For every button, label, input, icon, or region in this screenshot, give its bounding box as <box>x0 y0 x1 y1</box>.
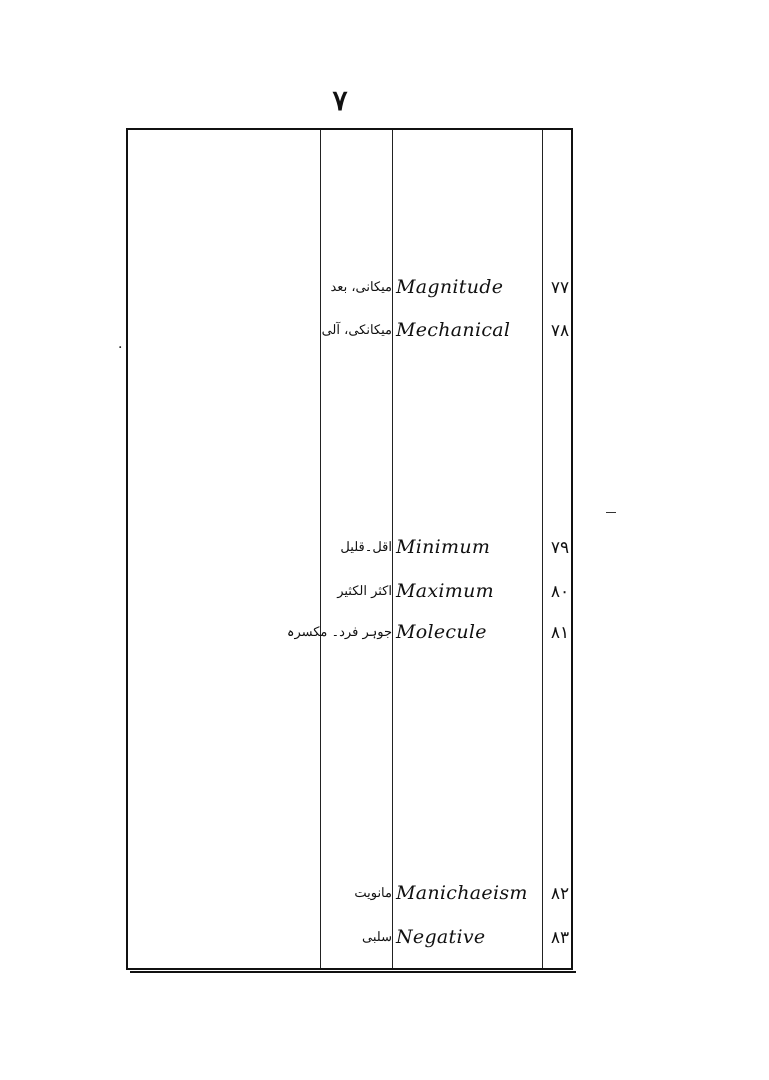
urdu-term: سلبی <box>362 930 392 945</box>
urdu-term: میکانی، بعد <box>330 280 392 295</box>
entry-number: ۸۱ <box>550 623 570 643</box>
entry-number: ۷۷ <box>550 278 570 298</box>
page-number: ۷ <box>332 84 348 117</box>
english-term: Minimum <box>396 536 491 558</box>
entry-number: ۷۹ <box>550 538 570 558</box>
column-rule <box>320 130 321 968</box>
entry-number: ۸۰ <box>550 582 570 602</box>
english-term: Magnitude <box>396 276 504 298</box>
english-term: Manichaeism <box>396 882 528 904</box>
entry-number: ۸۲ <box>550 884 570 904</box>
urdu-term: اکثر الکثیر <box>337 584 392 599</box>
urdu-term: مانویت <box>354 886 392 901</box>
english-term: Mechanical <box>396 319 511 341</box>
margin-dot: · <box>118 340 123 356</box>
entry-number: ۷۸ <box>550 321 570 341</box>
column-rule <box>542 130 543 968</box>
english-term: Molecule <box>396 621 487 643</box>
glossary-table <box>126 128 573 970</box>
urdu-term: میکانکی، آلی <box>321 323 392 338</box>
english-term: Negative <box>396 926 486 948</box>
urdu-term: اقل۔قلیل <box>340 540 392 555</box>
urdu-term: جوہر فرد۔ مکسرہ <box>286 625 392 640</box>
margin-dash <box>606 512 616 513</box>
column-rule <box>392 130 393 968</box>
entry-number: ۸۳ <box>550 928 570 948</box>
english-term: Maximum <box>396 580 494 602</box>
